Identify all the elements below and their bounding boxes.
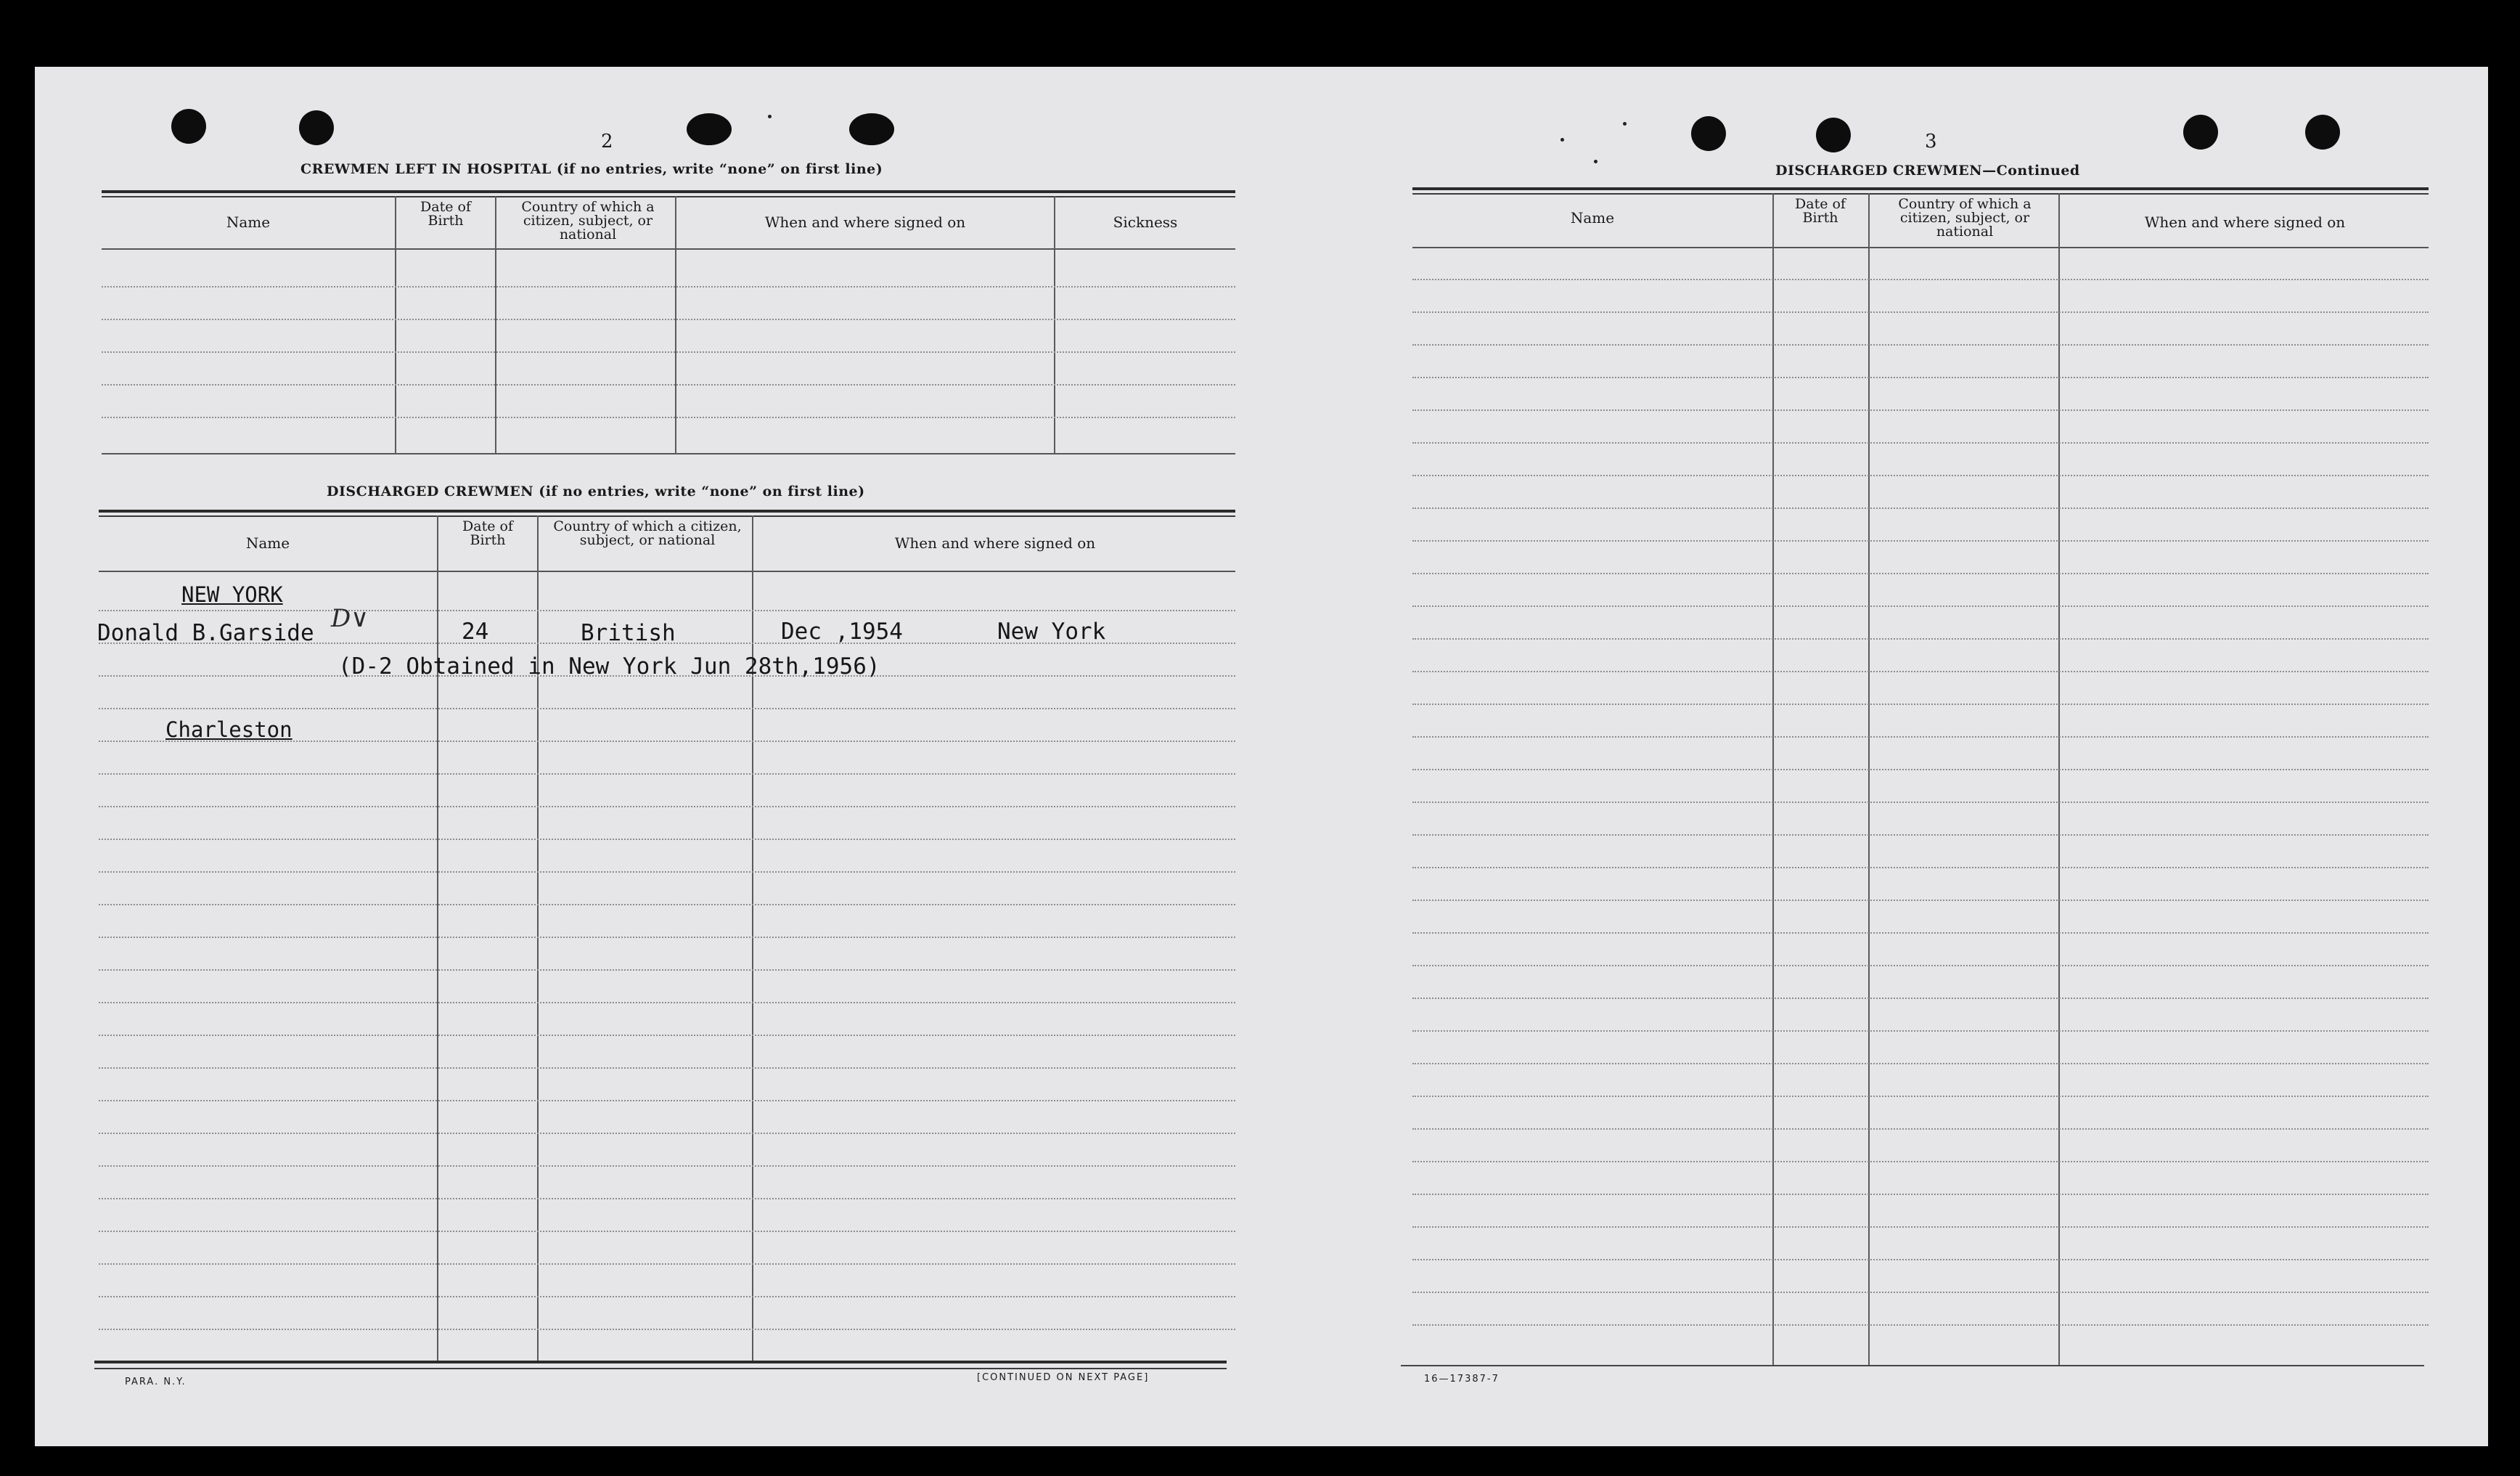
discharged-table-header-rule	[99, 571, 1235, 572]
ruled-line	[1412, 932, 2429, 934]
continued-header-name: Name	[1570, 209, 1615, 227]
ruled-line	[1412, 442, 2429, 444]
punch-hole	[299, 110, 334, 145]
ruled-line	[1412, 475, 2429, 476]
hospital-header-signed: When and where signed on	[764, 213, 966, 231]
hospital-table-top-rule	[102, 190, 1235, 193]
hospital-header-name: Name	[226, 213, 271, 231]
crew-age: 24	[462, 619, 489, 645]
column-divider	[1868, 193, 1870, 1365]
ruled-line	[99, 1165, 1235, 1167]
discharged-table-bottom-rule	[94, 1368, 1227, 1369]
ruled-line	[99, 871, 1235, 873]
ruled-line	[1412, 1324, 2429, 1326]
ruled-line	[1412, 1128, 2429, 1130]
discharged-table-top-rule	[99, 515, 1235, 517]
column-divider	[2058, 193, 2060, 1365]
ruled-line	[1412, 507, 2429, 509]
discharged-header-dob: Date of Birth	[462, 518, 513, 548]
column-divider	[1772, 193, 1774, 1365]
continued-table-bottom-rule	[1401, 1365, 2424, 1366]
crew-name: Donald B.Garside	[97, 620, 314, 646]
discharged-table-top-rule	[99, 510, 1235, 513]
punch-hole	[849, 113, 894, 145]
ruled-line	[99, 773, 1235, 775]
speck	[768, 115, 772, 118]
ruled-line	[1412, 769, 2429, 770]
port-new-york: NEW YORK	[181, 582, 283, 607]
ruled-line	[99, 904, 1235, 905]
hospital-section-title: CREWMEN LEFT IN HOSPITAL (if no entries, write “none” on first line)	[300, 161, 883, 177]
ruled-line	[1412, 409, 2429, 411]
continued-header-dob: Date of Birth	[1795, 196, 1846, 226]
ruled-line	[1412, 279, 2429, 280]
ruled-line	[102, 286, 1235, 288]
ruled-line	[99, 806, 1235, 807]
ruled-line	[1412, 1161, 2429, 1162]
port-charleston: Charleston	[165, 717, 292, 742]
ruled-line	[1412, 344, 2429, 346]
ruled-line	[99, 1133, 1235, 1134]
punch-hole	[1691, 116, 1726, 151]
page-number: 3	[1925, 131, 1937, 152]
ruled-line	[102, 384, 1235, 386]
discharged-header-name: Name	[245, 534, 290, 552]
ruled-line	[1412, 1194, 2429, 1195]
ruled-line	[99, 708, 1235, 709]
column-divider	[675, 196, 676, 454]
ruled-line	[1412, 965, 2429, 966]
continued-header-signed: When and where signed on	[2144, 213, 2346, 231]
ruled-line	[1412, 540, 2429, 542]
hospital-table-top-rule	[102, 196, 1235, 197]
ruled-line	[1412, 1063, 2429, 1064]
crew-nationality: British	[581, 620, 676, 646]
ruled-line	[99, 1100, 1235, 1101]
ruled-line	[1412, 802, 2429, 803]
ruled-line	[1412, 1030, 2429, 1032]
discharged-table-bottom-rule	[94, 1361, 1227, 1363]
ruled-line	[1412, 606, 2429, 607]
punch-hole	[2305, 115, 2340, 150]
speck	[1623, 122, 1627, 126]
ruled-line	[99, 969, 1235, 971]
ruled-line	[1412, 638, 2429, 640]
hospital-table-bottom-rule	[102, 453, 1235, 454]
ruled-line	[1412, 1292, 2429, 1293]
printer-mark: PARA. N.Y.	[125, 1377, 187, 1387]
column-divider	[1054, 196, 1055, 454]
ruled-line	[1412, 573, 2429, 574]
ruled-line	[1412, 998, 2429, 999]
handwritten-mark: D∨	[331, 604, 369, 633]
punch-hole	[687, 113, 732, 145]
discharged-continued-title: DISCHARGED CREWMEN—Continued	[1775, 163, 2080, 179]
discharged-header-signed: When and where signed on	[894, 534, 1096, 552]
ruled-line	[99, 610, 1235, 611]
ruled-line	[99, 937, 1235, 938]
ruled-line	[99, 839, 1235, 840]
form-number: 16—17387-7	[1424, 1374, 1500, 1385]
discharged-section-title: DISCHARGED CREWMEN (if no entries, write “none” on first line)	[327, 484, 865, 500]
hospital-header-dob: Date of Birth	[420, 199, 471, 229]
ruled-line	[99, 1198, 1235, 1199]
continued-header-country: Country of which a citizen, subject, or national	[1898, 196, 2032, 240]
ruled-line	[1412, 867, 2429, 868]
ruled-line	[1412, 704, 2429, 705]
form-sheet	[35, 67, 2488, 1446]
column-divider	[495, 196, 496, 454]
ruled-line	[99, 1263, 1235, 1265]
ruled-line	[102, 351, 1235, 353]
ruled-line	[1412, 671, 2429, 672]
ruled-line	[1412, 1226, 2429, 1228]
ruled-line	[99, 1002, 1235, 1003]
ruled-line	[99, 1067, 1235, 1069]
speck	[1560, 138, 1564, 142]
hospital-header-country: Country of which a citizen, subject, or national	[521, 199, 655, 242]
punch-hole	[171, 109, 206, 144]
punch-hole	[1816, 118, 1851, 152]
hospital-header-sickness: Sickness	[1113, 213, 1178, 231]
speck	[1594, 160, 1598, 163]
page-number: 2	[601, 131, 613, 152]
ruled-line	[99, 1329, 1235, 1330]
document-note: (D-2 Obtained in New York Jun 28th,1956)	[338, 653, 880, 680]
continued-table-top-rule	[1412, 187, 2429, 190]
continued-table-top-rule	[1412, 193, 2429, 195]
ruled-line	[99, 1296, 1235, 1297]
ruled-line	[99, 1035, 1235, 1036]
ruled-line	[1412, 377, 2429, 378]
signed-place: New York	[997, 619, 1106, 645]
signed-date: Dec ,1954	[781, 619, 903, 645]
column-divider	[395, 196, 396, 454]
ruled-line	[1412, 736, 2429, 738]
ruled-line	[1412, 834, 2429, 836]
ruled-line	[1412, 311, 2429, 313]
continued-note: [CONTINUED ON NEXT PAGE]	[977, 1372, 1150, 1383]
punch-hole	[2183, 115, 2218, 150]
continued-table-header-rule	[1412, 247, 2429, 248]
ruled-line	[1412, 1096, 2429, 1097]
ruled-line	[102, 417, 1235, 418]
ruled-line	[99, 1231, 1235, 1232]
discharged-header-country: Country of which a citizen, subject, or national	[553, 518, 742, 548]
ruled-line	[1412, 1259, 2429, 1260]
ruled-line	[102, 319, 1235, 320]
hospital-table-header-rule	[102, 248, 1235, 250]
ruled-line	[1412, 900, 2429, 901]
